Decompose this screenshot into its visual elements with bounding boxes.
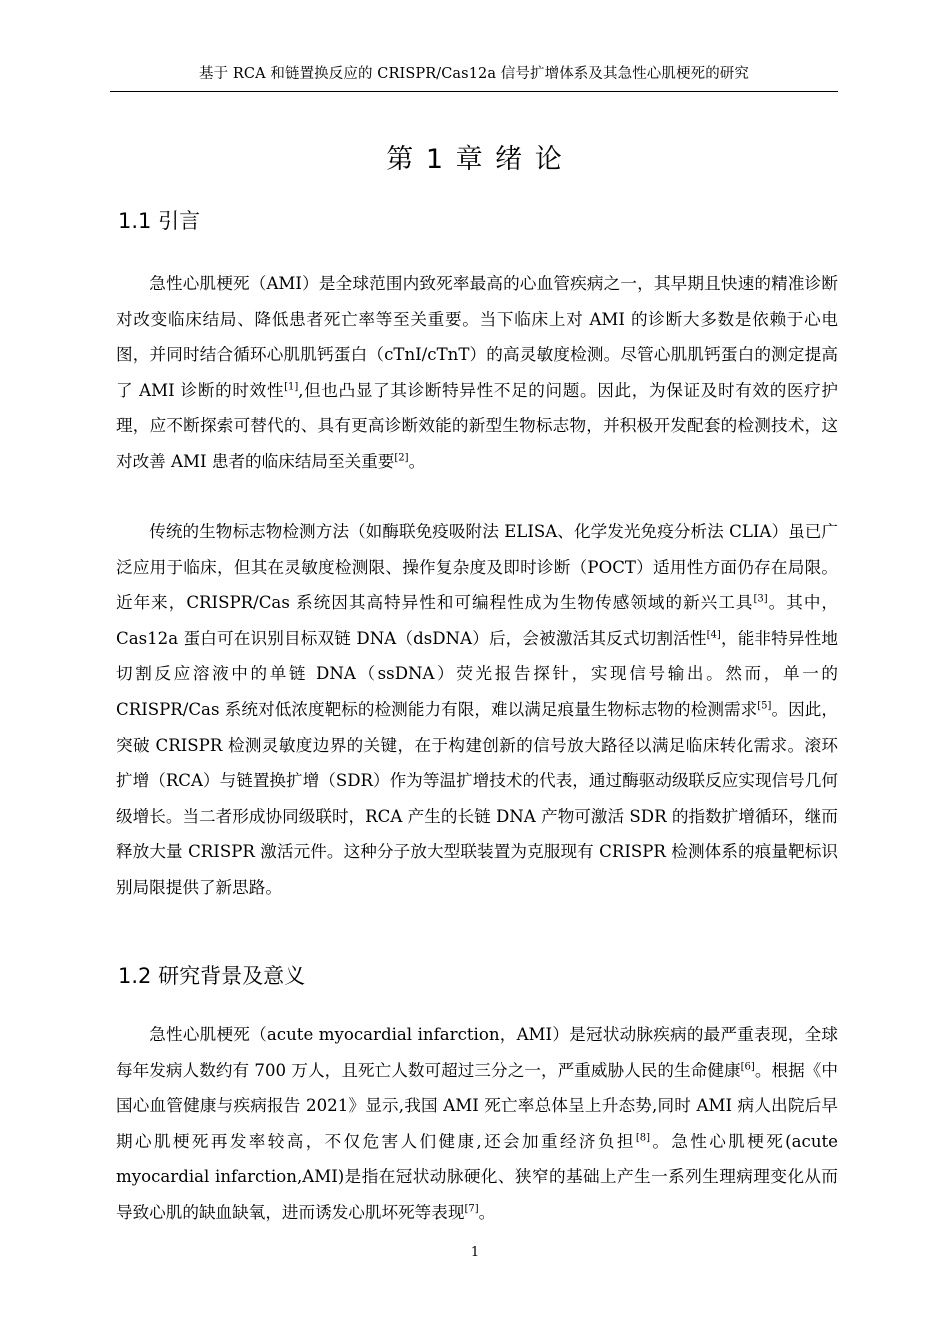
paragraph-text: 急性心肌梗死（acute myocardial infarction，AMI）是冠状动脉疾病的最严重表现，全球每年发病人数约有 700 万人，且死亡人数可超过三分之一，严重威胁人民的生命健康 — [116, 1025, 838, 1080]
section-heading-1-2: 1.2 研究背景及意义 — [118, 964, 306, 988]
paragraph-text: 。 — [408, 451, 426, 471]
paragraph-text: ,但也凸显了其诊断特异性不足的问题。因此，为保证及时有效的医疗护理，应不断探索可替代的、具有更高诊断效能的新型生物标志物，并积极开发配套的检测技术，这对改善 AMI 患者的临床结局至关重要 — [116, 380, 839, 471]
paragraph-text: 传统的生物标志物检测方法（如酶联免疫吸附法 ELISA、化学发光免疫分析法 CLIA）虽已广泛应用于临床，但其在灵敏度检测限、操作复杂度及即时诊断（POCT）适用性方面仍存在局限。近年来，CRISPR/Cas 系统因其高特异性和可编程性成为生物传感领域的新兴工具 — [116, 522, 838, 613]
paragraph — [116, 1017, 838, 1231]
running-header: 基于 RCA 和链置换反应的 CRISPR/Cas12a 信号扩增体系及其急性心肌梗死的研究 — [198, 66, 750, 82]
citation-ref: [5] — [757, 700, 772, 712]
paragraph — [116, 514, 838, 906]
paragraph — [116, 266, 838, 480]
citation-ref: [6] — [740, 1061, 755, 1073]
paragraph-text: ，能非特异性地切割反应溶液中的单链 DNA（ssDNA）荧光报告探针，实现信号输出。然而，单一的 CRISPR/Cas 系统对低浓度靶标的检测能力有限，难以满足痕量生物标志物的检测需求 — [116, 628, 839, 719]
paragraph-text: 。急性心肌梗死(acute myocardial infarction,AMI)是指在冠状动脉硬化、狭窄的基础上产生一系列生理病理变化从而导致心肌的缺血缺氧，进而诱发心肌坏死等表现 — [116, 1131, 838, 1222]
citation-ref: [4] — [706, 629, 721, 641]
chapter-title: 第 1 章 绪 论 — [386, 144, 564, 175]
page-number: 1 — [470, 1245, 480, 1260]
paragraph-text: 急性心肌梗死（AMI）是全球范围内致死率最高的心血管疾病之一，其早期且快速的精准诊断对改变临床结局、降低患者死亡率等至关重要。当下临床上对 AMI 的诊断大多数是依赖于心电图，并同时结合循环心肌肌钙蛋白（cTnI/cTnT）的高灵敏度检测。尽管心肌肌钙蛋白的测定提高了 AMI 诊断的时效性 — [116, 274, 838, 400]
section-heading-1-1: 1.1 引言 — [118, 209, 201, 233]
citation-ref: [3] — [753, 593, 768, 605]
paragraph-text: 。因此，突破 CRISPR 检测灵敏度边界的关键，在于构建创新的信号放大路径以满足临床转化需求。滚环扩增（RCA）与链置换扩增（SDR）作为等温扩增技术的代表，通过酶驱动级联反应实现信号几何级增长。当二者形成协同级联时，RCA 产生的长链 DNA 产物可激活 SDR 的指数扩增循环，继而释放大量 CRISPR 激活元件。这种分子放大型联装置为克服现有 CRISPR 检测体系的痕量靶标识别局限提供了新思路。 — [116, 699, 838, 897]
citation-ref: [1] — [284, 381, 299, 393]
header-divider — [110, 91, 838, 92]
paragraph-text: 。其中，Cas12a 蛋白可在识别目标双链 DNA（dsDNA）后，会被激活其反式切割活性 — [116, 593, 839, 648]
paragraph-text: 。根据《中国心血管健康与疾病报告 2021》显示,我国 AMI 死亡率总体呈上升态势,同时 AMI 病人出院后早期心肌梗死再发率较高，不仅危害人们健康,还会加重经济负担 — [116, 1060, 838, 1151]
paragraph-text: 。 — [478, 1202, 496, 1222]
citation-ref: [8] — [635, 1132, 650, 1144]
citation-ref: [7] — [464, 1203, 479, 1215]
citation-ref: [2] — [394, 452, 409, 464]
